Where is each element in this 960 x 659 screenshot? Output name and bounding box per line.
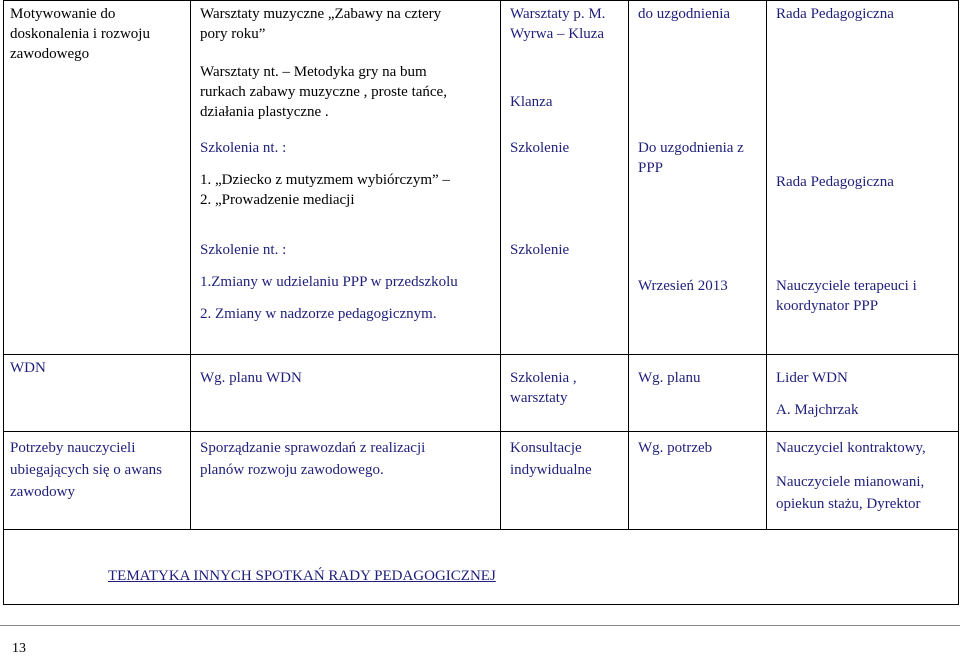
task-line: rurkach zabawy muzyczne , proste tańce, <box>200 84 447 100</box>
form-line: warsztaty <box>510 390 568 406</box>
row5-tasks <box>200 437 425 481</box>
row4-tasks: Wg. planu WDN <box>200 370 302 386</box>
table-border-row5-top <box>3 431 958 432</box>
date-line: PPP <box>638 160 664 176</box>
row4-form <box>510 368 577 408</box>
row1-goal <box>10 4 150 64</box>
form-line: Warsztaty p. M. <box>510 6 606 22</box>
table-border-top <box>3 0 958 1</box>
responsible-line: Nauczyciel kontraktowy, <box>776 440 926 456</box>
row3-form: Szkolenie <box>510 242 570 258</box>
responsible-line: opiekun stażu, Dyrektor <box>776 496 921 512</box>
task-title: Szkolenie nt. : <box>200 242 287 258</box>
date-line: Do uzgodnienia z <box>638 140 744 156</box>
goal-line: Potrzeby nauczycieli <box>10 440 136 456</box>
responsible-line: Lider WDN <box>776 370 848 386</box>
table-border-row5-bottom <box>3 529 958 530</box>
task-item: 2. Zmiany w nadzorze pedagogicznym. <box>200 306 437 322</box>
responsible-line: A. Majchrzak <box>776 402 859 418</box>
column-divider-3 <box>628 0 629 530</box>
goal-line: Motywowanie do <box>10 6 116 22</box>
row2-tasks <box>200 138 450 210</box>
row2-date <box>638 138 744 178</box>
form-line: indywidualne <box>510 462 592 478</box>
task-item: 1.Zmiany w udzielaniu PPP w przedszkolu <box>200 274 458 290</box>
page-footer-rule <box>0 625 960 626</box>
task-line: Warsztaty muzyczne „Zabawy na cztery <box>200 6 442 22</box>
task-line: działania plastyczne . <box>200 104 329 120</box>
responsible-line: Nauczyciele terapeuci i <box>776 278 917 294</box>
table-border-row4-top <box>3 354 958 355</box>
form-line: Szkolenia , <box>510 370 577 386</box>
task-item: 2. „Prowadzenie mediacji <box>200 192 355 208</box>
task-line: pory roku” <box>200 26 266 42</box>
column-divider-4 <box>766 0 767 530</box>
responsible-line: Nauczyciele mianowani, <box>776 474 925 490</box>
row2-form: Szkolenie <box>510 140 570 156</box>
row2-responsible: Rada Pedagogiczna <box>776 174 894 190</box>
row3-date: Wrzesień 2013 <box>638 278 728 294</box>
table-border-left <box>3 0 4 605</box>
column-divider-2 <box>500 0 501 530</box>
row5-date: Wg. potrzeb <box>638 440 713 456</box>
row4-responsible <box>776 368 858 420</box>
table-border-right <box>958 0 959 605</box>
task-line: Sporządzanie sprawozdań z realizacji <box>200 440 426 456</box>
task-title: Szkolenia nt. : <box>200 140 287 156</box>
page-number: 13 <box>12 641 26 656</box>
row1-date: do uzgodnienia <box>638 6 731 22</box>
goal-line: zawodowy <box>10 484 75 500</box>
row5-form <box>510 437 592 481</box>
row1-responsible: Rada Pedagogiczna <box>776 6 894 22</box>
form-line: Konsultacje <box>510 440 582 456</box>
column-divider-1 <box>190 0 191 530</box>
row1-tasks <box>200 4 447 122</box>
row4-goal: WDN <box>10 360 46 376</box>
section-heading: TEMATYKA INNYCH SPOTKAŃ RADY PEDAGOGICZNEJ <box>108 568 496 584</box>
goal-line: ubiegających się o awans <box>10 462 163 478</box>
row1-form <box>510 4 605 44</box>
table-border-bottom <box>3 604 958 605</box>
row1-form-org: Klanza <box>510 94 553 110</box>
responsible-line: koordynator PPP <box>776 298 879 314</box>
form-line: Wyrwa – Kluza <box>510 26 605 42</box>
row3-responsible <box>776 276 917 316</box>
goal-line: zawodowego <box>10 46 90 62</box>
task-line: Warsztaty nt. – Metodyka gry na bum <box>200 64 427 80</box>
row4-date: Wg. planu <box>638 370 701 386</box>
row5-responsible <box>776 437 926 515</box>
goal-line: doskonalenia i rozwoju <box>10 26 150 42</box>
task-line: planów rozwoju zawodowego. <box>200 462 384 478</box>
row5-goal <box>10 437 162 503</box>
row3-tasks <box>200 240 458 324</box>
task-item: 1. „Dziecko z mutyzmem wybiórczym” – <box>200 172 450 188</box>
